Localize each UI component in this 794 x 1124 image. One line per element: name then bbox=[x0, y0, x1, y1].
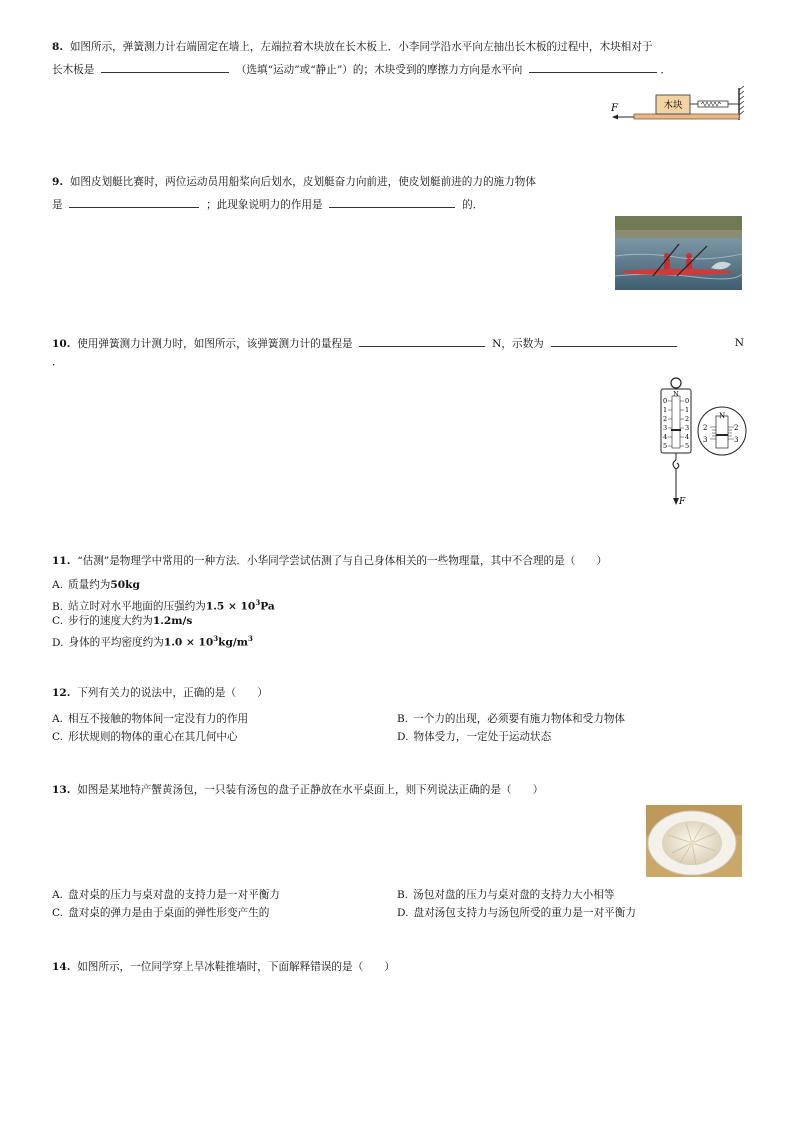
period: ． bbox=[52, 356, 63, 368]
option-a[interactable]: A. 盘对桌的压力与桌对盘的支持力是一对平衡力 bbox=[52, 889, 280, 901]
svg-text:1: 1 bbox=[685, 406, 690, 414]
question-10-line-1 bbox=[52, 334, 744, 353]
scale-ticks-left bbox=[663, 397, 667, 450]
hook bbox=[673, 460, 679, 469]
answer-blank-2[interactable] bbox=[329, 195, 455, 208]
long-board bbox=[634, 114, 739, 119]
question-text: 如图是某地特产蟹黄汤包，一只装有汤包的盘子正静放在水平桌面上，则下列说法正确的是（ ） bbox=[77, 784, 544, 796]
question-text: N，示数为 bbox=[492, 338, 544, 350]
kayak-hull bbox=[621, 269, 733, 275]
question-text: 如图所示，弹簧测力计右端固定在墙上，左端拉着木块放在长木板上．小李同学沿水平向左抽出长木板的过程中，木块相对于 bbox=[69, 41, 653, 53]
question-8-line-1 bbox=[52, 38, 744, 56]
figure-soup-dumpling-photo bbox=[646, 805, 742, 877]
question-number: 14. bbox=[52, 961, 71, 973]
option-b[interactable]: B. 汤包对盘的压力与桌对盘的支持力大小相等 bbox=[397, 889, 615, 901]
question-10 bbox=[52, 334, 744, 371]
option-d[interactable]: D. 盘对汤包支持力与汤包所受的重力是一对平衡力 bbox=[397, 907, 636, 919]
question-9-line-1 bbox=[52, 173, 744, 191]
zoom-unit: N bbox=[718, 412, 726, 420]
block-label: 木块 bbox=[663, 100, 683, 111]
svg-text:5: 5 bbox=[685, 442, 690, 450]
option-d[interactable]: D. 身体的平均密度约为$1.0 \times 10^3kg/m^3$ bbox=[52, 634, 253, 649]
question-text: 长木板是 bbox=[52, 64, 95, 76]
wall-hatching bbox=[739, 86, 744, 115]
svg-text:1: 1 bbox=[663, 406, 668, 414]
option-c[interactable]: C. 盘对桌的弹力是由于桌面的弹性形变产生的 bbox=[52, 907, 270, 919]
svg-text:3: 3 bbox=[734, 436, 739, 444]
question-12 bbox=[52, 684, 744, 702]
unit-label: N bbox=[734, 337, 744, 349]
answer-blank-1[interactable] bbox=[69, 195, 199, 208]
answer-blank-1[interactable] bbox=[101, 60, 229, 73]
question-9 bbox=[52, 173, 744, 214]
force-label: F bbox=[611, 103, 618, 114]
scale-ticks-right bbox=[685, 397, 689, 450]
scale-unit: N bbox=[673, 390, 679, 398]
question-9-line-2 bbox=[52, 195, 744, 214]
question-8 bbox=[52, 38, 744, 79]
question-11 bbox=[52, 552, 744, 570]
svg-text:2: 2 bbox=[663, 415, 668, 423]
question-text: “估测”是物理学中常用的一种方法．小华同学尝试估测了与自己身体相关的一些物理量，其中不合理的是（ ） bbox=[77, 555, 608, 567]
question-text: ；此现象说明力的作用是 bbox=[206, 199, 323, 211]
svg-text:0: 0 bbox=[685, 397, 690, 405]
arrow-head-icon bbox=[612, 115, 618, 120]
question-text: 下列有关力的说法中，正确的是（ ） bbox=[77, 687, 268, 699]
question-13 bbox=[52, 781, 744, 799]
force-label: F bbox=[679, 497, 686, 507]
svg-text:5: 5 bbox=[663, 442, 668, 450]
option-b[interactable]: B. 站立时对水平地面的压强约为$1.5 \times 10^3Pa$ bbox=[52, 598, 275, 613]
svg-text:3: 3 bbox=[663, 424, 668, 432]
question-14 bbox=[52, 958, 744, 976]
question-text: ． bbox=[660, 64, 672, 76]
answer-blank-1[interactable] bbox=[359, 334, 485, 347]
svg-text:2: 2 bbox=[685, 415, 690, 423]
figure-spring-scale-block bbox=[606, 84, 746, 124]
question-8-line-2 bbox=[52, 60, 744, 79]
top-ring bbox=[671, 378, 681, 388]
question-number: 11. bbox=[52, 555, 71, 567]
answer-blank-2[interactable] bbox=[529, 60, 657, 73]
svg-text:4: 4 bbox=[685, 433, 690, 441]
answer-blank-2[interactable] bbox=[551, 334, 677, 347]
option-c[interactable]: C. 步行的速度大约为1.2m/s bbox=[52, 615, 193, 627]
svg-text:3: 3 bbox=[685, 424, 690, 432]
question-text: 如图皮划艇比赛时，两位运动员用船桨向后划水，皮划艇奋力向前进，使皮划艇前进的力的施力物体 bbox=[69, 176, 536, 188]
question-number: 12. bbox=[52, 687, 71, 699]
option-d[interactable]: D. 物体受力，一定处于运动状态 bbox=[397, 731, 552, 743]
svg-text:3: 3 bbox=[703, 436, 708, 444]
question-number: 10. bbox=[52, 338, 71, 350]
question-number: 13. bbox=[52, 784, 71, 796]
svg-text:2: 2 bbox=[703, 424, 708, 432]
option-b[interactable]: B. 一个力的出现，必须要有施力物体和受力物体 bbox=[397, 713, 626, 725]
question-text: 的． bbox=[462, 199, 484, 211]
svg-text:0: 0 bbox=[663, 397, 668, 405]
question-text: 是 bbox=[52, 199, 63, 211]
question-text: （选填“运动”或“静止”）的；木块受到的摩擦力方向是水平向 bbox=[235, 64, 523, 76]
option-c[interactable]: C. 形状规则的物体的重心在其几何中心 bbox=[52, 731, 238, 743]
question-number: 9. bbox=[52, 176, 64, 188]
figure-spring-balance bbox=[655, 374, 751, 508]
svg-text:2: 2 bbox=[734, 424, 739, 432]
option-a[interactable]: A. 质量约为50kg bbox=[52, 579, 140, 591]
question-number: 8. bbox=[52, 41, 64, 53]
option-a[interactable]: A. 相互不接触的物体间一定没有力的作用 bbox=[52, 713, 249, 725]
zoom-pointer bbox=[716, 434, 728, 436]
svg-text:4: 4 bbox=[663, 433, 668, 441]
question-text: 使用弹簧测力计测力时，如图所示，该弹簧测力计的量程是 bbox=[77, 338, 353, 350]
pointer bbox=[671, 429, 681, 431]
figure-kayak-photo bbox=[615, 216, 742, 290]
question-text: 如图所示，一位同学穿上旱冰鞋推墙时，下面解释错误的是（ ） bbox=[77, 961, 395, 973]
